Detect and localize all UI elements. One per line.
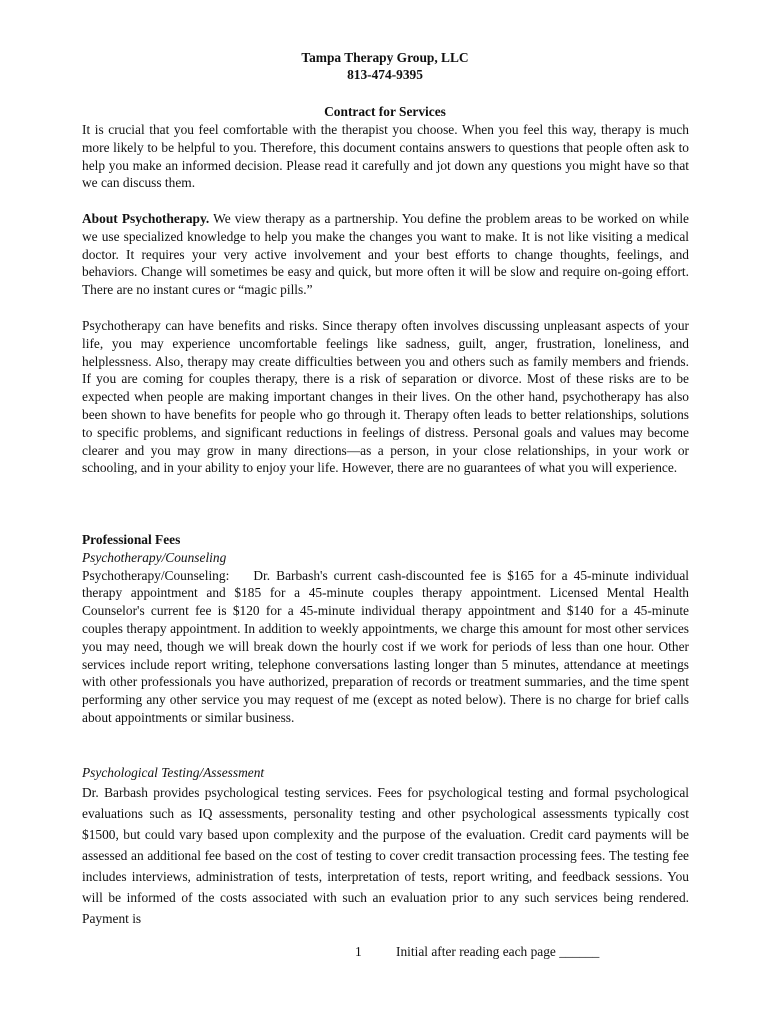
counseling-text: Dr. Barbash's current cash-discounted fee is $165 for a 45-minute individual therapy appointment and $185 for a 45-minute couples therapy appointment. Licensed Mental Health Counselor's current fee is $120 for a 45-minute individual therapy appointment and $140 for a 45-minute couples therapy appointment. In addition to weekly appointments, we charge this amount for most other services you may need, though we will break down the hourly cost if we work for periods of less than one hour. Other services include report writing, telephone conversations lasting longer than 5 minutes, attendance at meetings with other professionals you have authorized, preparation of records or treatment summaries, and the time spent performing any other service you may request of me (except as noted below). There is no charge for brief calls about appointments or similar business.	[82, 567, 690, 725]
about-section	[82, 210, 689, 299]
document-title: Contract for Services	[324, 104, 446, 119]
about-paragraph	[82, 210, 689, 299]
benefits-paragraph: Psychotherapy can have benefits and risks. Since therapy often involves discussing unpleasant aspects of your life, you may experience uncomfortable feelings like sadness, guilt, anger, frustration, loneliness, and helplessness. Also, therapy may create difficulties between you and others such as family members and friends. If you are coming for couples therapy, there is a risk of separation or divorce. Most of these risks are to be expected when people are making important changes in their lives. On the other hand, psychotherapy has also been shown to have benefits for people who go through it. Therapy often leads to better relationships, solutions to specific problems, and significant reductions in feelings of distress. Personal goals and values may become clearer and you may grow in many directions—as a person, in your close relationships, in your work or schooling, and in your ability to enjoy your life. However, there are no guarantees of what you will experience.	[82, 318, 689, 476]
counseling-subheading: Psychotherapy/Counseling	[82, 549, 227, 565]
company-name: Tampa Therapy Group, LLC	[301, 50, 469, 65]
testing-paragraph: Dr. Barbash provides psychological testing services. Fees for psychological testing and formal psychological evaluations such as IQ assessments, personality testing and other psychological assessments typically cost $1500, but could vary based upon complexity and the purpose of the evaluation. Credit card payments will be assessed an additional fee based on the cost of testing to cover credit transaction processing fees. The testing fee includes interviews, administration of tests, interpretation of tests, report writing, and feedback sessions. You will be informed of the costs associated with such an evaluation prior to any such services being rendered. Payment is	[82, 784, 689, 926]
initial-line: Initial after reading each page ______	[396, 944, 600, 959]
intro-paragraph: It is crucial that you feel comfortable with the therapist you choose. When you feel this way, therapy is much more likely to be helpful to you. Therefore, this document contains answers to questions that people often ask to help you make an informed decision. Please read it carefully and jot down any questions you might have so that we can discuss them.	[82, 122, 689, 191]
benefits-section	[82, 317, 689, 477]
page-number: 1	[355, 944, 362, 959]
fees-heading: Professional Fees	[82, 532, 181, 547]
testing-subheading: Psychological Testing/Assessment	[82, 765, 265, 780]
fees-section	[82, 531, 689, 727]
counseling-lead: Psychotherapy/Counseling:	[82, 567, 230, 583]
about-heading: About Psychotherapy.	[82, 211, 210, 226]
testing-section	[82, 764, 689, 929]
intro-section	[82, 121, 689, 192]
company-phone: 813-474-9395	[347, 67, 423, 82]
about-text: We view therapy as a partnership. You define the problem areas to be worked on while we use specialized knowledge to help you make the changes you want to make. It is not like visiting a medical doctor. It requires your very active involvement and your best efforts to change thoughts, feelings, and behaviors. Change will sometimes be easy and quick, but more often it will be slow and require on-going effort. There are no instant cures or “magic pills.”	[82, 211, 689, 298]
counseling-paragraph	[82, 567, 689, 727]
